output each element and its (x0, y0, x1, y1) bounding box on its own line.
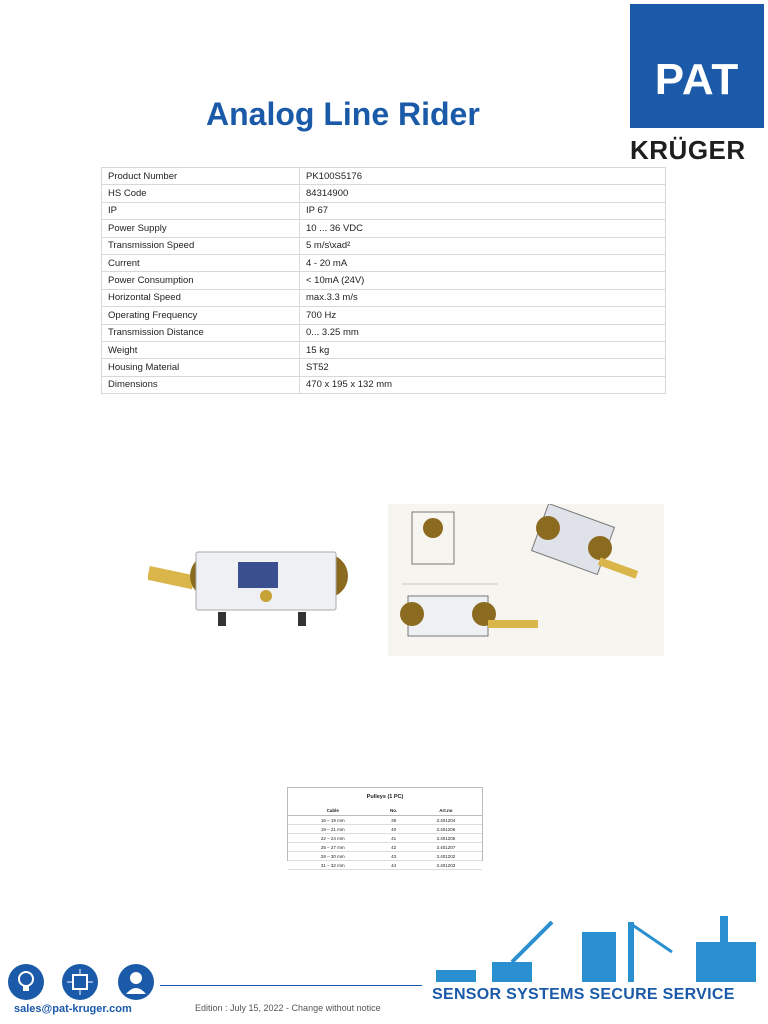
pulley-cell: 25 – 27 mm (288, 843, 378, 852)
pulley-cell: 3.401206 (410, 825, 482, 834)
spec-row (102, 168, 666, 185)
spec-value: 700 Hz (300, 307, 666, 324)
spec-label: Dimensions (102, 376, 300, 393)
logo-pat-text: PAT (654, 55, 740, 104)
spec-table (101, 167, 666, 394)
pulley-col-no: No. (378, 806, 410, 816)
spec-row (102, 324, 666, 341)
pulley-cell: 3.401205 (410, 834, 482, 843)
pulleys-table (287, 787, 483, 868)
lightbulb-icon (8, 964, 44, 1000)
pulley-cell: 3.401207 (410, 843, 482, 852)
pulley-row (288, 861, 482, 870)
spec-value: 4 - 20 mA (300, 254, 666, 271)
pulley-row (288, 834, 482, 843)
spec-value: ST52 (300, 359, 666, 376)
circuit-icon (62, 964, 98, 1000)
pulley-cell: 19 – 21 mm (288, 825, 378, 834)
spec-value: 15 kg (300, 341, 666, 358)
spec-label: Current (102, 254, 300, 271)
spec-label: Operating Frequency (102, 307, 300, 324)
product-photo (148, 540, 348, 646)
spec-row (102, 272, 666, 289)
spec-row (102, 254, 666, 271)
pulley-cell: 3.401204 (410, 816, 482, 825)
spec-row (102, 376, 666, 393)
pulley-cell: 3.401202 (410, 852, 482, 861)
pulley-col-cable: Cable (288, 806, 378, 816)
pulley-cell: 39 (378, 816, 410, 825)
spec-row (102, 307, 666, 324)
spec-label: Product Number (102, 168, 300, 185)
pulley-cell: 43 (378, 852, 410, 861)
spec-row (102, 202, 666, 219)
pulley-row (288, 852, 482, 861)
industry-silhouettes-graphic (432, 912, 764, 988)
brand-logo-box (630, 4, 764, 128)
technical-drawings (388, 504, 664, 656)
spec-value: 0... 3.25 mm (300, 324, 666, 341)
slogan-text: SENSOR SYSTEMS SECURE SERVICE (432, 986, 735, 1003)
spec-row (102, 185, 666, 202)
pulley-cell: 44 (378, 861, 410, 870)
spec-row (102, 220, 666, 237)
pulley-row (288, 843, 482, 852)
spec-row (102, 341, 666, 358)
pulley-row (288, 816, 482, 825)
spec-label: HS Code (102, 185, 300, 202)
spec-value: IP 67 (300, 202, 666, 219)
spec-row (102, 237, 666, 254)
spec-value: 10 ... 36 VDC (300, 220, 666, 237)
edition-note: Edition : July 15, 2022 - Change without notice (195, 1003, 381, 1013)
spec-label: Transmission Distance (102, 324, 300, 341)
spec-value: 470 x 195 x 132 mm (300, 376, 666, 393)
spec-label: Transmission Speed (102, 237, 300, 254)
spec-label: IP (102, 202, 300, 219)
spec-row (102, 289, 666, 306)
page-title: Analog Line Rider (206, 96, 480, 132)
spec-value: 5 m/s\xad² (300, 237, 666, 254)
spec-label: Housing Material (102, 359, 300, 376)
spec-value: PK100S5176 (300, 168, 666, 185)
spec-value: 84314900 (300, 185, 666, 202)
pulley-cell: 41 (378, 834, 410, 843)
spec-value: < 10mA (24V) (300, 272, 666, 289)
pulley-cell: 28 – 30 mm (288, 852, 378, 861)
spec-label: Power Consumption (102, 272, 300, 289)
pulley-cell: 16 – 19 mm (288, 816, 378, 825)
pulley-cell: 40 (378, 825, 410, 834)
logo-kruger-text: KRÜGER (630, 135, 746, 165)
pulley-cell: 31 – 32 mm (288, 861, 378, 870)
pulley-row (288, 825, 482, 834)
footer-divider (160, 985, 422, 986)
spec-label: Weight (102, 341, 300, 358)
pulley-col-artno: Art.no (410, 806, 482, 816)
worker-icon (118, 964, 154, 1000)
spec-label: Horizontal Speed (102, 289, 300, 306)
pulley-cell: 3.401203 (410, 861, 482, 870)
spec-label: Power Supply (102, 220, 300, 237)
pulley-cell: 22 – 24 mm (288, 834, 378, 843)
spec-row (102, 359, 666, 376)
pulleys-title: Pulleys (1 PC) (366, 794, 404, 800)
pulley-cell: 42 (378, 843, 410, 852)
spec-value: max.3.3 m/s (300, 289, 666, 306)
sales-email-link[interactable]: sales@pat-kruger.com (14, 1003, 132, 1015)
